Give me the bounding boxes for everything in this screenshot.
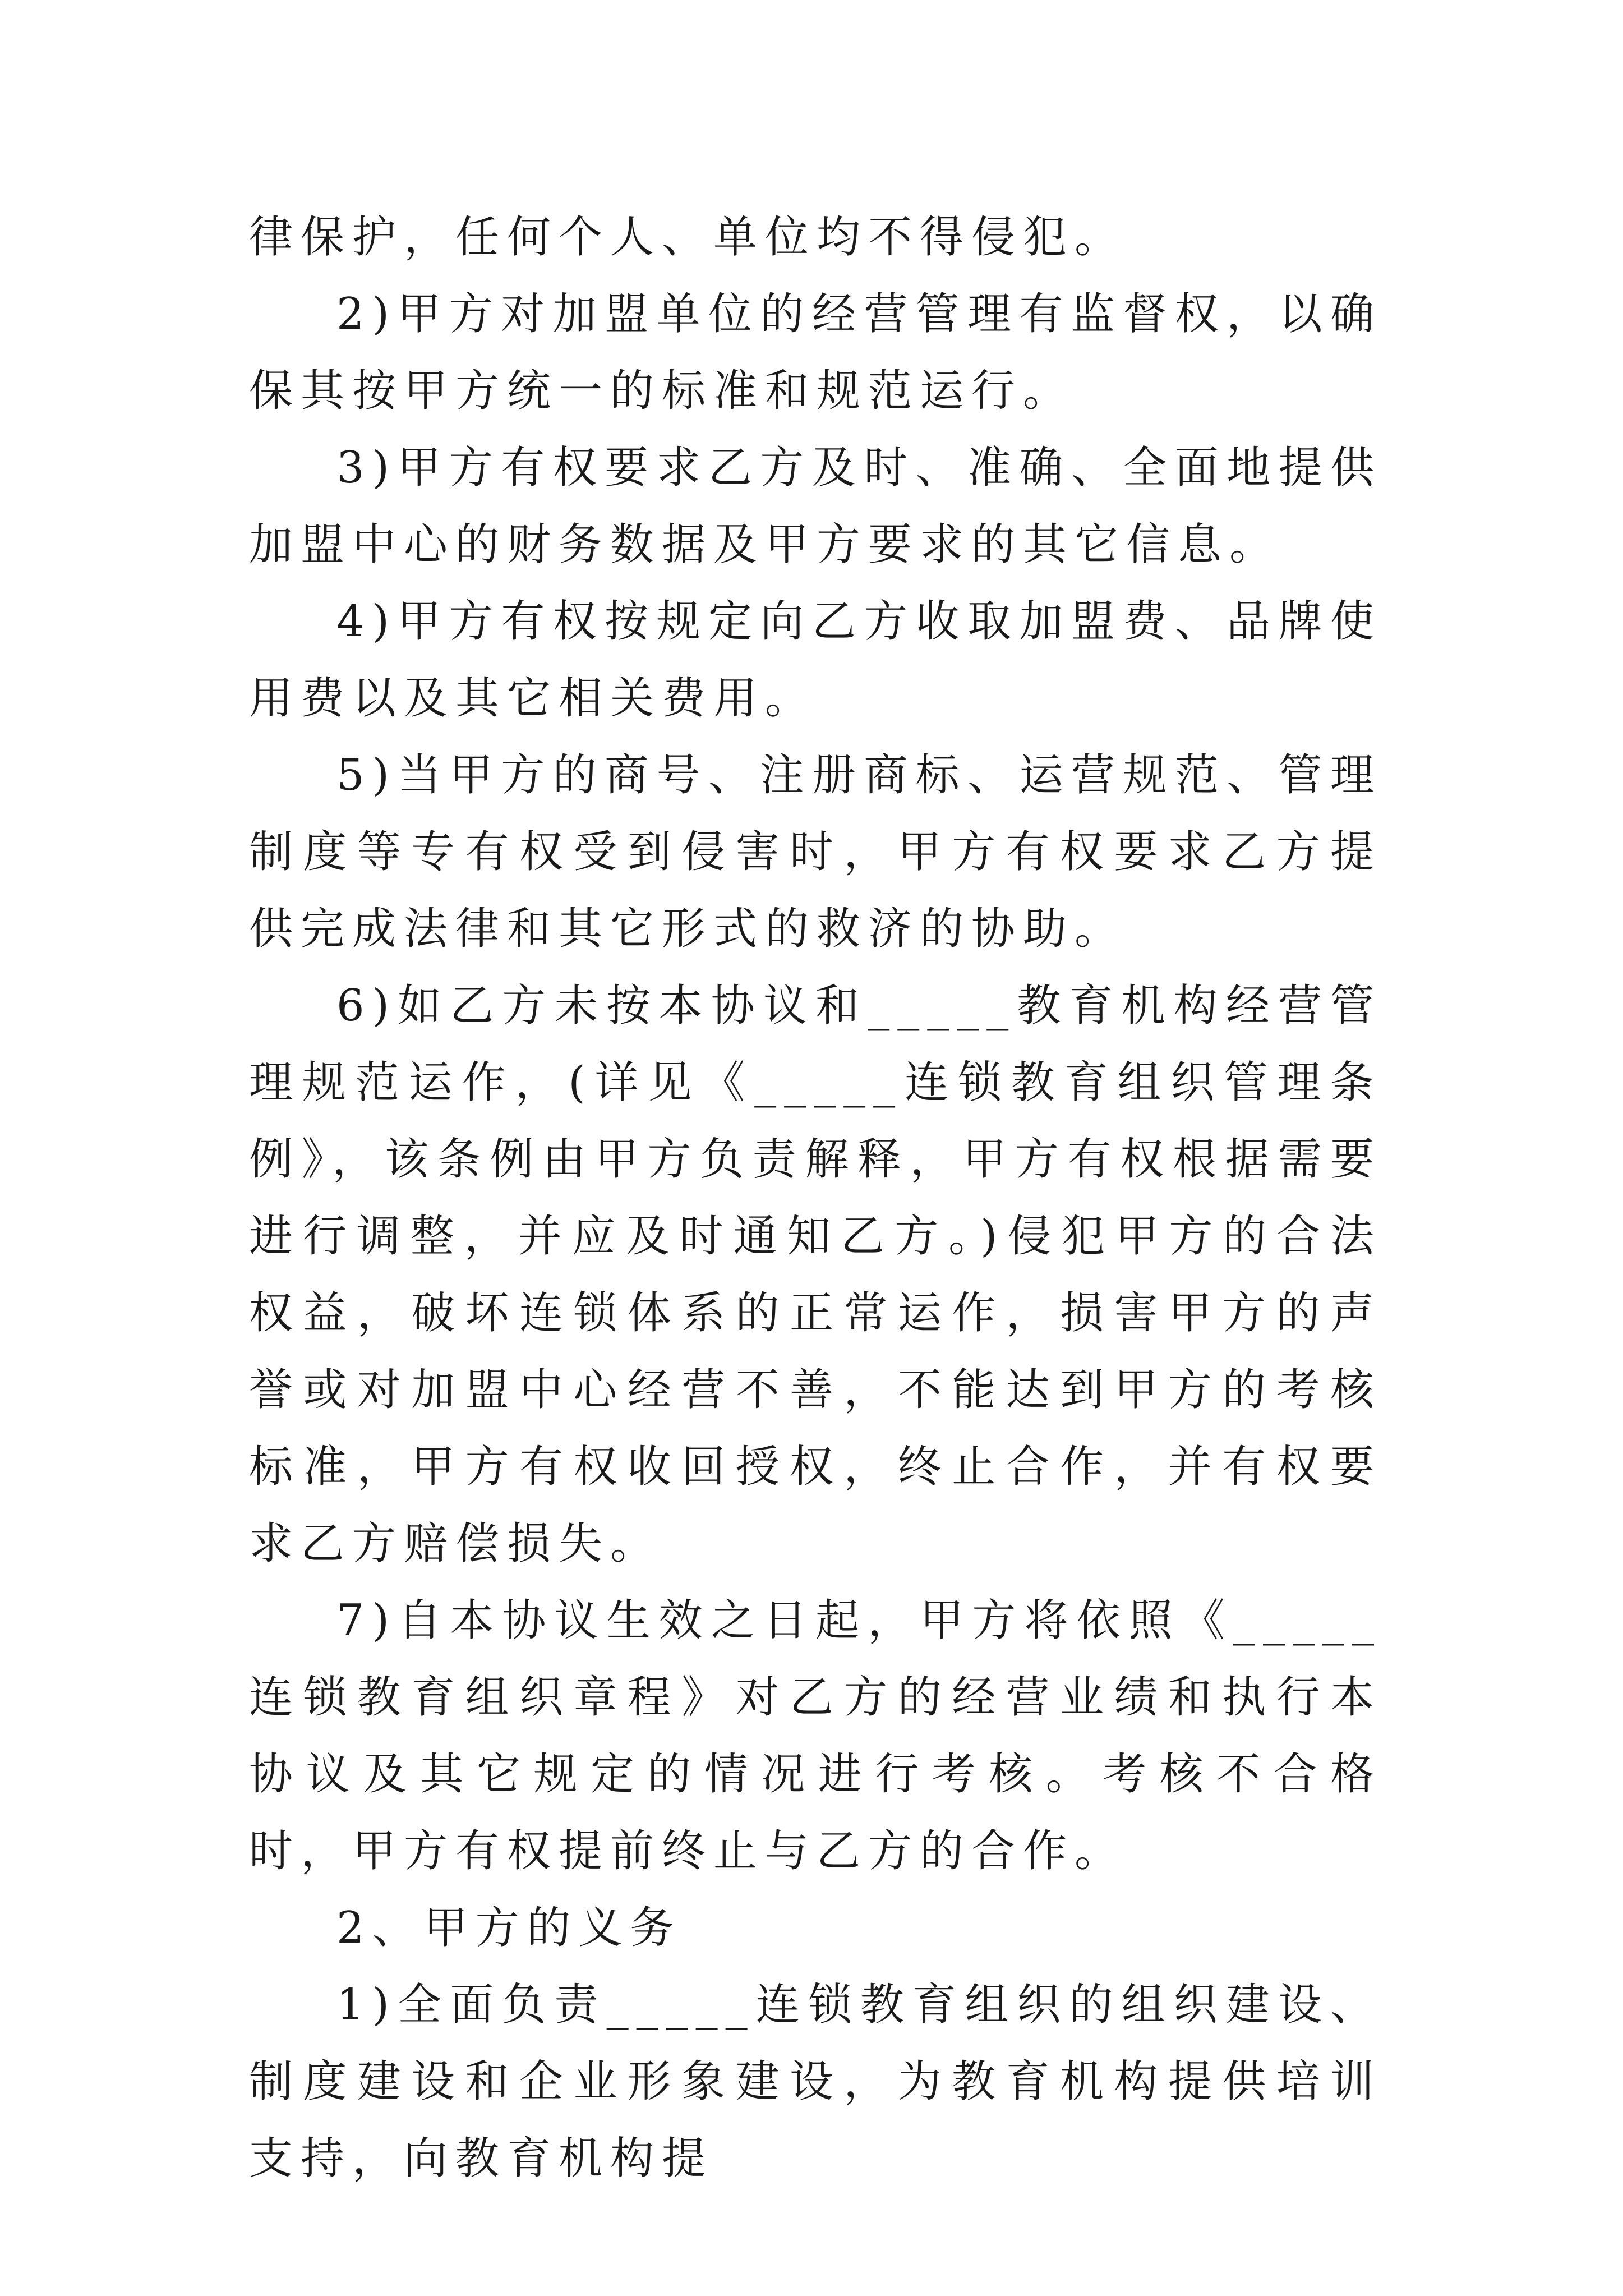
section-heading: 2、甲方的义务 — [336, 1903, 682, 1953]
document-body — [249, 199, 1382, 2197]
paragraph-item-2: 2)甲方对加盟单位的经营管理有监督权，以确保其按甲方统一的标准和规范运行。 — [249, 289, 1382, 416]
paragraph-item-5: 5)当甲方的商号、注册商标、运营规范、管理制度等专有权受到侵害时，甲方有权要求乙方提供完成法律和其它形式的救济的协助。 — [249, 750, 1382, 954]
paragraph-obligation-1: 1)全面负责_____连锁教育组织的组织建设、制度建设和企业形象建设，为教育机构提供培训支持，向教育机构提 — [249, 1980, 1382, 2184]
paragraph-item-7: 7)自本协议生效之日起，甲方将依照《_____连锁教育组织章程》对乙方的经营业绩和执行本协议及其它规定的情况进行考核。考核不合格时，甲方有权提前终止与乙方的合作。 — [249, 1595, 1382, 1876]
paragraph-item-3: 3)甲方有权要求乙方及时、准确、全面地提供加盟中心的财务数据及甲方要求的其它信息。 — [249, 443, 1382, 570]
paragraph-continuation: 律保护，任何个人、单位均不得侵犯。 — [249, 212, 1127, 263]
paragraph-item-6: 6)如乙方未按本协议和_____教育机构经营管理规范运作，(详见《_____连锁教育组织管理条例》，该条例由甲方负责解释，甲方有权根据需要进行调整，并应及时通知乙方。)侵犯甲方的合法权益，破坏连锁体系的正常运作，损害甲方的声誉或对加盟中心经营不善，不能达到甲方的考核标准，甲方有权收回授权，终止合作，并有权要求乙方赔偿损失。 — [249, 981, 1382, 1569]
paragraph-item-4: 4)甲方有权按规定向乙方收取加盟费、品牌使用费以及其它相关费用。 — [249, 596, 1382, 724]
